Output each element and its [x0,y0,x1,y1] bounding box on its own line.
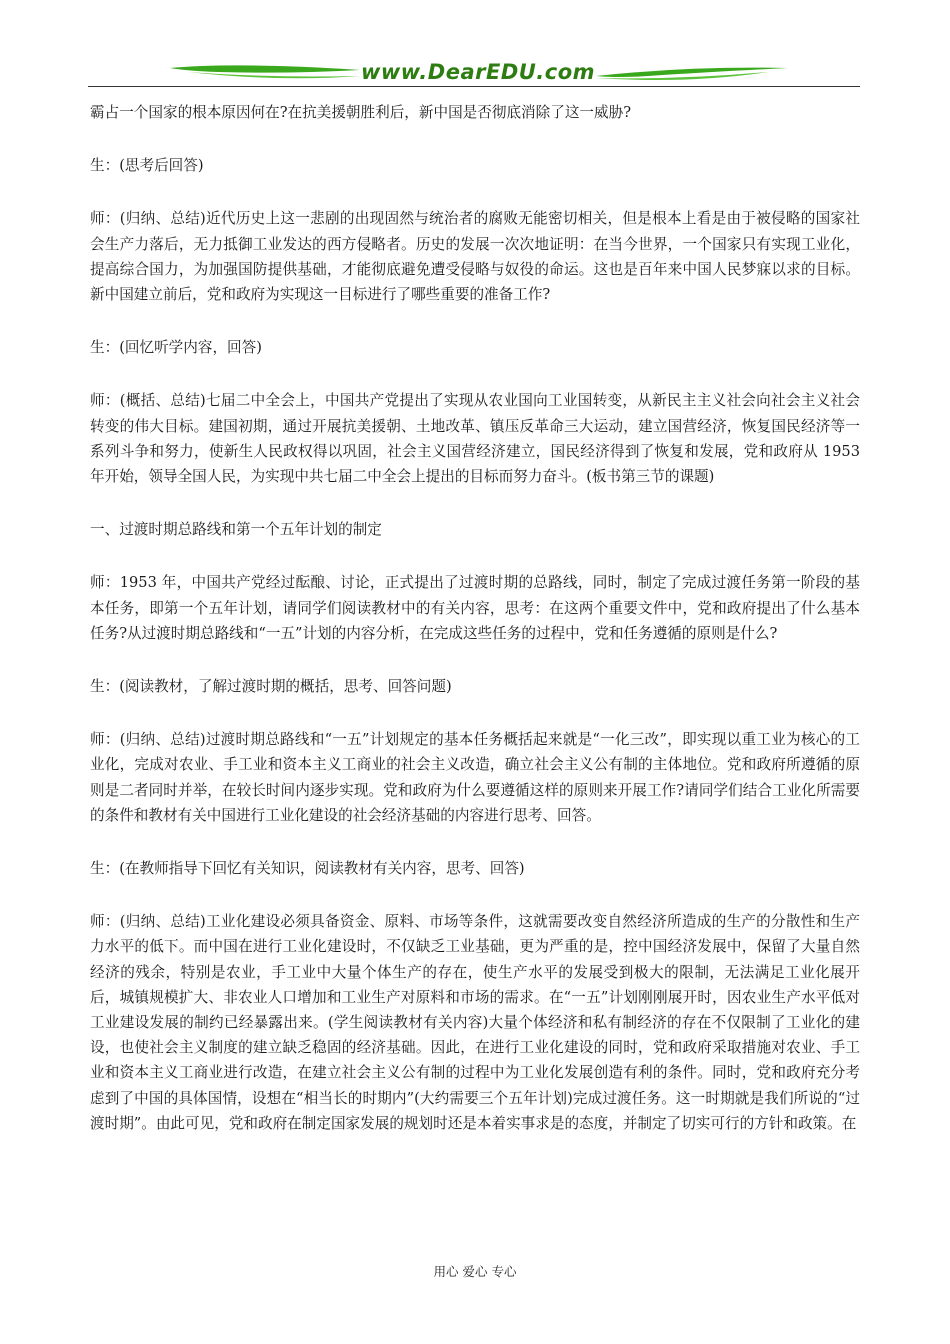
paragraph: 生：(回忆听学内容，回答) [90,339,262,357]
paragraph: 霸占一个国家的根本原因何在?在抗美援朝胜利后，新中国是否彻底消除了这一威胁? [90,104,632,121]
paragraph: 生：(阅读教材，了解过渡时期的概括，思考、回答问题) [90,678,452,696]
page-footer: 用心 爱心 专心 [433,1264,517,1279]
section-heading: 一、过渡时期总路线和第一个五年计划的制定 [90,521,382,539]
site-logo-text: www.DearEDU.com [360,60,596,84]
paragraph: 生：(思考后回答) [90,157,204,175]
paragraph: 师：1953 年，中国共产党经过酝酿、讨论，正式提出了过渡时期的总路线，同时，制定了完成过渡任务第一阶段的基本任务，即第一个五年计划，请同学们阅读教材中的有关内容，思考：在这两个重要文件中，党和政府提出了什么基本任务?从过渡时期总路线和“一五”计划的内容分析，在完成这些任务的过程中，党和任务遵循的原则是什么? [90,574,860,642]
paragraph: 师：(归纳、总结)近代历史上这一悲剧的出现固然与统治者的腐败无能密切相关，但是根本上看是由于被侵略的国家社会生产力落后，无力抵御工业发达的西方侵略者。历史的发展一次次地证明：在当今世界，一个国家只有实现工业化，提高综合国力，为加强国防提供基础，才能彻底避免遭受侵略与奴役的命运。这也是百年来中国人民梦寐以求的目标。新中国建立前后，党和政府为实现这一目标进行了哪些重要的准备工作? [90,210,860,304]
page-header [88,58,860,90]
paragraph: 师：(归纳、总结)工业化建设必须具备资金、原料、市场等条件，这就需要改变自然经济所造成的生产的分散性和生产力水平的低下。而中国在进行工业化建设时，不仅缺乏工业基础，更为严重的是，控中国经济发展中，保留了大量自然经济的残余，特别是农业，手工业中大量个体生产的存在，使生产水平的发展受到极大的限制，无法满足工业化展开后，城镇规模扩大、非农业人口增加和工业生产对原料和市场的需求。在“一五”计划刚刚展开时，因农业生产水平低对工业建设发展的制约已经暴露出来。(学生阅读教材有关内容)大量个体经济和私有制经济的存在不仅限制了工业化的建设，也使社会主义制度的建立缺乏稳固的经济基础。因此，在进行工业化建设的同时，党和政府采取措施对农业、手工业和资本主义工商业进行改造，在建立社会主义公有制的过程中为工业化发展创造有利的条件。同时，党和政府充分考虑到了中国的具体国情，设想在“相当长的时期内”(大约需要三个五年计划)完成过渡任务。这一时期就是我们所说的“过渡时期”。由此可见，党和政府在制定国家发展的规划时还是本着实事求是的态度，并制定了切实可行的方针和政策。在 [90,913,860,1132]
document-body [90,100,860,1164]
paragraph: 师：(归纳、总结)过渡时期总路线和“一五”计划规定的基本任务概括起来就是“一化三改”，即实现以重工业为核心的工业化，完成对农业、手工业和资本主义工商业的社会主义改造，确立社会主义公有制的主体地位。党和政府所遵循的原则是二者同时并举，在较长时间内逐步实现。党和政府为什么要遵循这样的原则来开展工作?请同学们结合工业化所需要的条件和教材有关中国进行工业化建设的社会经济基础的内容进行思考、回答。 [90,731,860,824]
header-divider [88,86,860,87]
paragraph: 生：(在教师指导下回忆有关知识，阅读教材有关内容，思考、回答) [90,860,525,878]
paragraph: 师：(概括、总结)七届二中全会上，中国共产党提出了实现从农业国向工业国转变，从新民主主义社会向社会主义社会转变的伟大目标。建国初期，通过开展抗美援朝、土地改革、镇压反革命三大运动，建立国营经济，恢复国民经济等一系列斗争和努力，使新生人民政权得以巩固，社会主义国营经济建立，国民经济得到了恢复和发展，党和政府从 1953 年开始，领导全国人民，为实现中共七届二中全会上提出的目标而努力奋斗。(板书第三节的课题) [90,392,860,486]
